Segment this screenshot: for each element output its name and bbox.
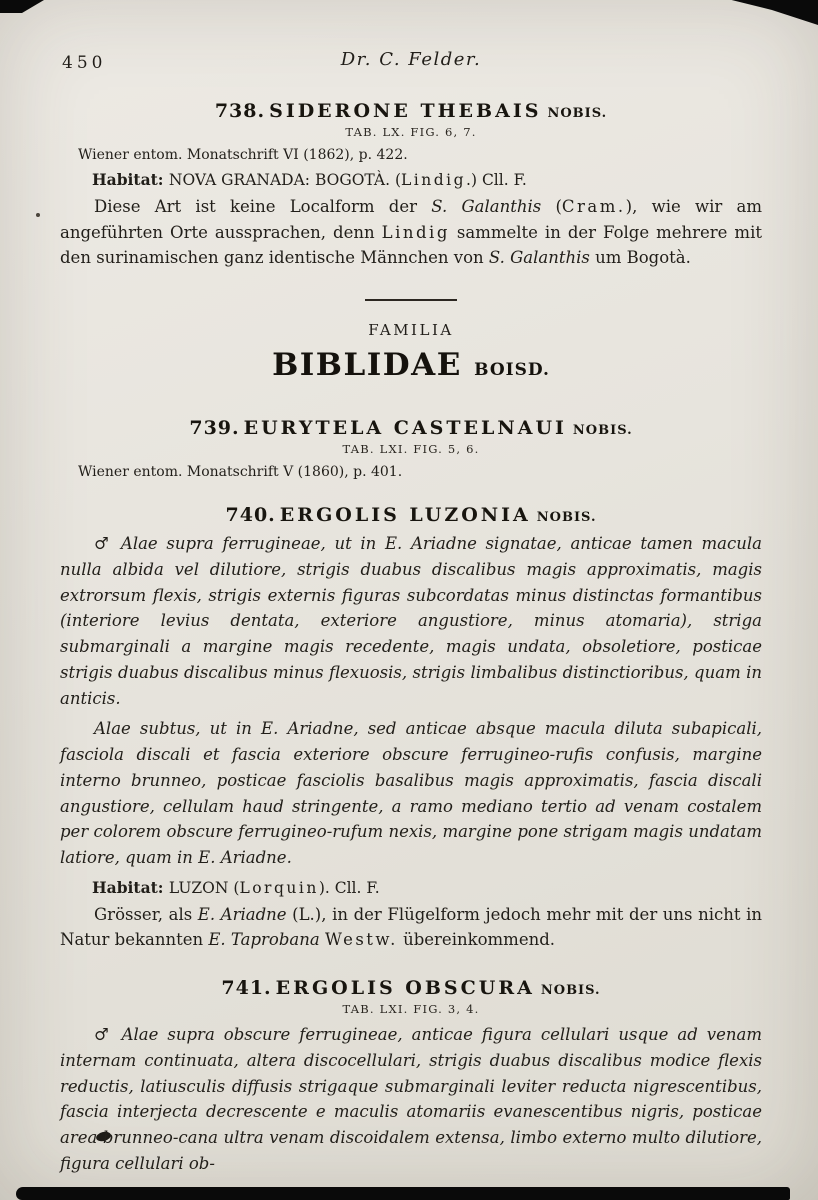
entry-741 bbox=[60, 977, 762, 1176]
entry-740-remark: Grösser, als E. Ariadne (L.), in der Flügelform jedoch mehr mit der uns nicht in Natur bekannten E. Taprobana Westw. übereinkommend. bbox=[60, 904, 763, 950]
entry-741-description: ♂ Alae supra obscure ferrugineae, anticae figura cellulari usque ad venam internam continuata, altera discocellulari, strigis duabus discalibus modice flexis reductis, latiusculis diffusis strigaque submarginali leviter reducta nigrescentibus, fascia interjecta decrescente e maculis atomariis evanescentibus nigris, posticae area brunneo-cana ultra venam discoidalem extensa, limbo externo multo dilutiore, figura cellulari ob- bbox=[60, 1025, 762, 1173]
page-content bbox=[60, 44, 762, 1177]
entry-741-heading bbox=[60, 977, 762, 999]
familia-label: FAMILIA bbox=[368, 321, 454, 340]
scan-artifact-bottom-bar bbox=[16, 1187, 790, 1200]
species-number: 741. bbox=[221, 977, 272, 1000]
literature-reference-739: Wiener entom. Monatschrift V (1860), p. 401. bbox=[78, 464, 403, 481]
species-author: NOBIS. bbox=[536, 510, 597, 526]
familia-name: BIBLIDAE bbox=[272, 347, 462, 384]
entry-738-remark: Diese Art ist keine Localform der S. Galanthis (Cram.), wie wir am angeführten Orte aussprachen, denn Lindig sammelte in der Folge mehrere mit den surinamischen ganz identische Männchen von S. Galanthis um Bogotà. bbox=[60, 197, 763, 268]
species-name: EURYTELA CASTELNAUI bbox=[243, 417, 567, 440]
habitat-line-738: Habitat: NOVA GRANADA: BOGOTÀ. (Lindig.) Cll. F. bbox=[92, 170, 527, 189]
entry-738 bbox=[60, 100, 762, 271]
plate-reference-739: TAB. LXI. FIG. 5, 6. bbox=[342, 442, 480, 457]
entry-739-heading bbox=[60, 417, 762, 439]
familia-heading bbox=[60, 347, 762, 383]
page-number: 450 bbox=[62, 53, 107, 73]
scan-artifact-top-left bbox=[0, 0, 44, 13]
page-header bbox=[60, 44, 762, 76]
species-name: ERGOLIS OBSCURA bbox=[275, 977, 535, 1000]
familia-section bbox=[60, 321, 762, 383]
species-name: SIDERONE THEBAIS bbox=[269, 100, 542, 122]
literature-reference-738: Wiener entom. Monatschrift VI (1862), p. 422. bbox=[78, 147, 408, 163]
entry-740-description-upperside: ♂ Alae supra ferrugineae, ut in E. Ariadne signatae, anticae tamen macula nulla albida vel dilutiore, strigis duabus discalibus magis approximatis, magis extrorsum flexis, strigis externis figuras subcordatas minus distinctas formantibus (interiore levius dentata, exteriore angustiore, minus atomaria), striga submarginali a margine magis recedente, magis undata, obsoletiore, posticae strigis duabus discalibus minus flexuosis, strigis limbalibus distinctioribus, quam in anticis. bbox=[60, 534, 762, 708]
habitat-line-740: Habitat: LUZON (Lorquin). Cll. F. bbox=[92, 877, 380, 897]
species-name: ERGOLIS LUZONIA bbox=[279, 504, 531, 527]
section-divider bbox=[365, 299, 457, 301]
species-number: 739. bbox=[189, 417, 240, 440]
entry-738-heading bbox=[60, 100, 762, 122]
species-author: NOBIS. bbox=[547, 106, 608, 121]
plate-reference-738: TAB. LX. FIG. 6, 7. bbox=[345, 125, 477, 139]
species-number: 740. bbox=[225, 504, 276, 527]
familia-author: BOISD. bbox=[474, 360, 550, 381]
running-head: Dr. C. Felder. bbox=[340, 49, 482, 70]
plate-reference-741: TAB. LXI. FIG. 3, 4. bbox=[342, 1002, 480, 1017]
entry-740-description-underside: Alae subtus, ut in E. Ariadne, sed anticae absque macula diluta subapicali, fasciola discali et fascia exteriore obscure ferrugineo-rufis confusis, margine interno brunneo, posticae fasciolis basalibus magis approximatis, fascia discali angustiore, cellulam haud stringente, a ramo mediano tertio ad venam costalem per colorem obscure ferrugineo-rufum nexis, margine pone strigam magis undatam latiore, quam in E. Ariadne. bbox=[60, 719, 762, 868]
species-author: NOBIS. bbox=[540, 983, 601, 999]
entry-739 bbox=[60, 417, 762, 480]
scan-artifact-margin-dot bbox=[36, 213, 40, 217]
species-number: 738. bbox=[214, 100, 266, 122]
scan-artifact-top-right bbox=[722, 0, 818, 25]
species-author: NOBIS. bbox=[572, 423, 633, 439]
entry-740 bbox=[60, 504, 762, 953]
entry-740-heading bbox=[60, 504, 762, 526]
